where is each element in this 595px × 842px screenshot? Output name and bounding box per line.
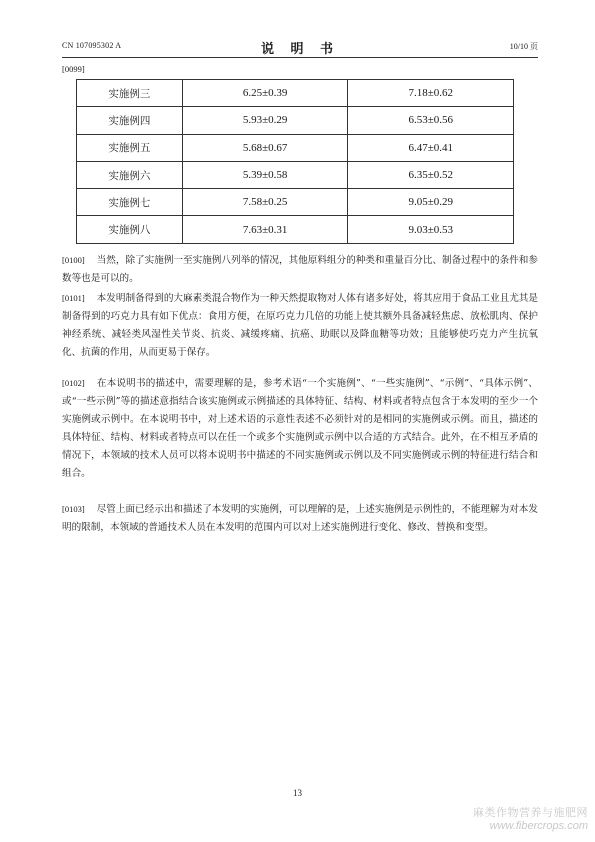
header-divider bbox=[62, 57, 538, 58]
paragraph-tag-0099: [0099] bbox=[62, 64, 85, 74]
paragraph-0100 bbox=[62, 251, 538, 288]
table-cell-value: 6.25±0.39 bbox=[182, 80, 348, 107]
paragraph-id: [0103] bbox=[62, 504, 85, 514]
paragraph-text: 尽管上面已经示出和描述了本发明的实施例，可以理解的是，上述实施例是示例性的，不能理解为对本发明的限制，本领域的普通技术人员在本发明的范围内可以对上述实施例进行变化、修改、替换和变型。 bbox=[62, 504, 538, 533]
publication-number: CN 107095302 A bbox=[62, 41, 122, 50]
paragraph-text: 当然，除了实施例一至实施例八列举的情况，其他原料组分的种类和重量百分比、制备过程中的条件和参数等也是可以的。 bbox=[62, 255, 538, 284]
results-table bbox=[76, 79, 514, 244]
table-cell-value: 6.35±0.52 bbox=[348, 161, 514, 188]
table-cell-example: 实施例三 bbox=[77, 80, 183, 107]
table-row bbox=[77, 80, 514, 107]
document-title: 说 明 书 bbox=[260, 42, 340, 57]
watermark-site-name: 麻类作物营养与施肥网 bbox=[473, 806, 588, 819]
table-cell-value: 9.05±0.29 bbox=[348, 189, 514, 216]
table-cell-value: 7.63±0.31 bbox=[182, 216, 348, 243]
table-row bbox=[77, 107, 514, 134]
paragraph-text: 本发明制备得到的大麻素类混合物作为一种天然提取物对人体有诸多好处，将其应用于食品工业且尤其是制备得到的巧克力具有如下优点：食用方便，在原巧克力几倍的功能上使其额外具备减轻焦虑、放松肌肉、保护神经系统、减轻类风湿性关节炎、抗炎、减缓疼痛、抗癌、助眠以及降血糖等功效；且能够使巧克力产生抗氧化、抗菌的作用，从而更易于保存。 bbox=[62, 293, 538, 358]
table-cell-example: 实施例五 bbox=[77, 134, 183, 161]
table-cell-example: 实施例四 bbox=[77, 107, 183, 134]
page-of-indicator: 10/10 页 bbox=[509, 42, 538, 51]
page-number: 13 bbox=[293, 788, 302, 798]
paragraph-id: [0100] bbox=[62, 255, 85, 265]
table-cell-example: 实施例八 bbox=[77, 216, 183, 243]
table-cell-example: 实施例七 bbox=[77, 189, 183, 216]
table-row bbox=[77, 216, 514, 243]
paragraph-id: [0102] bbox=[62, 378, 85, 388]
paragraph-0102 bbox=[62, 374, 538, 483]
table-cell-value: 7.58±0.25 bbox=[182, 189, 348, 216]
paragraph-id: [0101] bbox=[62, 293, 85, 303]
table-cell-value: 6.47±0.41 bbox=[348, 134, 514, 161]
table-row bbox=[77, 189, 514, 216]
paragraph-text: 在本说明书的描述中，需要理解的是，参考术语“一个实施例”、“一些实施例”、“示例”、“具体示例”、或“一些示例”等的描述意指结合该实施例或示例描述的具体特征、结构、材料或者特点包含于本发明的至少一个实施例或示例中。在本说明书中，对上述术语的示意性表述不必须针对的是相同的实施例或示例。而且，描述的具体特征、结构、材料或者特点可以在任一个或多个实施例或示例中以合适的方式结合。此外，在不相互矛盾的情况下，本领域的技术人员可以将本说明书中描述的不同实施例或示例以及不同实施例或示例的特征进行结合和组合。 bbox=[62, 378, 538, 479]
table-cell-value: 9.03±0.53 bbox=[348, 216, 514, 243]
paragraph-0101 bbox=[62, 289, 538, 362]
site-watermark bbox=[470, 804, 588, 832]
table-cell-example: 实施例六 bbox=[77, 161, 183, 188]
table-cell-value: 5.39±0.58 bbox=[182, 161, 348, 188]
page-header bbox=[62, 38, 538, 56]
table-cell-value: 6.53±0.56 bbox=[348, 107, 514, 134]
table-cell-value: 5.68±0.67 bbox=[182, 134, 348, 161]
watermark-url: www.fibercrops.com bbox=[489, 820, 588, 832]
table-row bbox=[77, 161, 514, 188]
table-row bbox=[77, 134, 514, 161]
paragraph-0103 bbox=[62, 500, 538, 537]
table-cell-value: 7.18±0.62 bbox=[348, 80, 514, 107]
table-cell-value: 5.93±0.29 bbox=[182, 107, 348, 134]
